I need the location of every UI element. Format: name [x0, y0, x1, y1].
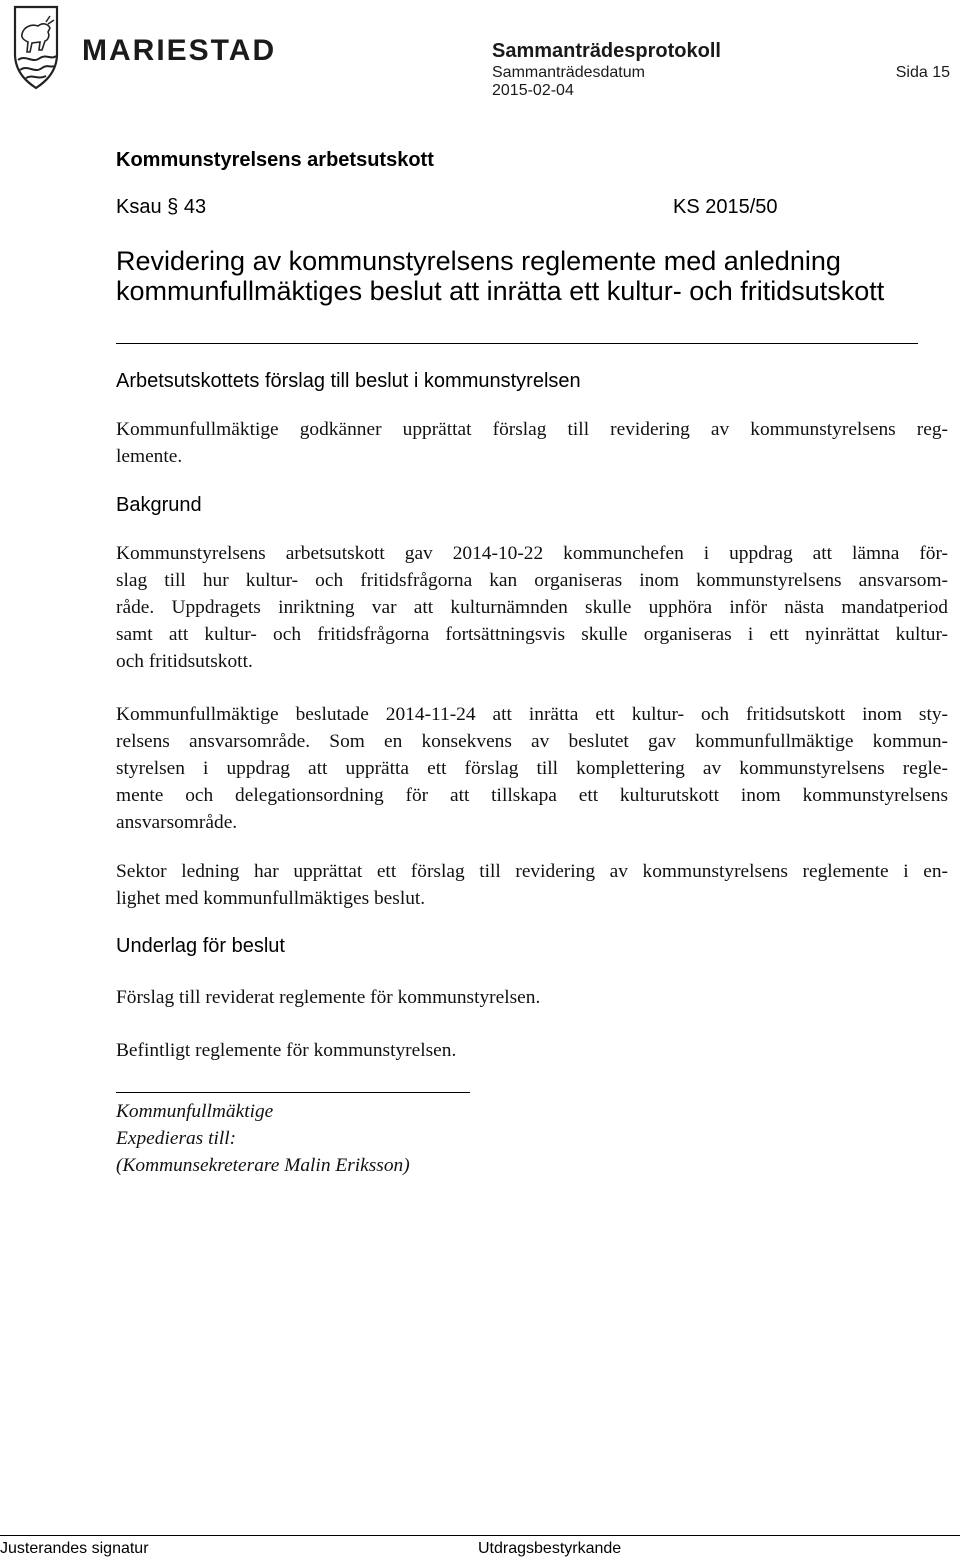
text-line: lighet med kommunfullmäktiges beslut. [116, 888, 426, 909]
basis-item-2 [116, 1037, 948, 1064]
document-title: Sammanträdesprotokoll [492, 40, 721, 62]
footer-certificate-label: Utdragsbestyrkande [478, 1540, 622, 1557]
text-line: styrelsen i uppdrag att upprätta ett förslag till komplettering av kommunstyrelsens regle- [116, 758, 948, 779]
distribution-recipient: Kommunfullmäktige [116, 1101, 274, 1122]
footer-signature-label: Justerandes signatur [0, 1540, 149, 1557]
text-line: slag till hur kultur- och fritidsfrågorna kan organiseras inom kommunstyrelsens ansvarsom- [116, 570, 948, 591]
text-line: råde. Uppdragets inriktning var att kulturnämnden skulle upphöra inför nästa mandatperiod [116, 597, 948, 618]
background-paragraph-3 [116, 858, 948, 912]
distribution-label: Expedieras till: [116, 1128, 237, 1149]
case-title-line: kommunfullmäktiges beslut att inrätta ett kultur- och fritidsutskott [116, 276, 885, 306]
text-line: lemente. [116, 446, 183, 467]
text-line: Befintligt reglemente för kommunstyrelsen. [116, 1040, 457, 1061]
brand-name: MARIESTAD [82, 34, 277, 67]
paragraph-number: Ksau § 43 [116, 196, 207, 218]
text-line: relsens ansvarsområde. Som en konsekvens av beslutet gav kommunfullmäktige kommun- [116, 731, 948, 752]
distribution-list [116, 1098, 410, 1179]
text-line: ansvarsområde. [116, 812, 238, 833]
distribution-recipient: (Kommunsekreterare Malin Eriksson) [116, 1155, 410, 1176]
proposal-text [116, 416, 948, 470]
meeting-date-label: Sammanträdesdatum [492, 64, 645, 81]
text-line: Sektor ledning har upprättat ett förslag till revidering av kommunstyrelsens reglemente i en- [116, 861, 948, 882]
text-line: samt att kultur- och fritidsfrågorna fortsättningsvis skulle organiseras i ett nyinrättat kultur- [116, 624, 948, 645]
background-paragraph-2 [116, 701, 948, 836]
case-number: KS 2015/50 [673, 196, 778, 218]
text-line: Förslag till reviderat reglemente för kommunstyrelsen. [116, 987, 541, 1008]
background-heading: Bakgrund [116, 494, 202, 516]
background-paragraph-1 [116, 540, 948, 675]
committee-name: Kommunstyrelsens arbetsutskott [116, 149, 434, 171]
text-line: Kommunfullmäktige godkänner upprättat förslag till revidering av kommunstyrelsens reg- [116, 419, 948, 440]
proposal-heading: Arbetsutskottets förslag till beslut i kommunstyrelsen [116, 370, 581, 392]
basis-item-1 [116, 984, 948, 1011]
case-title-line: Revidering av kommunstyrelsens reglemente med anledning [116, 246, 841, 276]
mariestad-coat-of-arms-logo [12, 4, 60, 90]
basis-heading: Underlag för beslut [116, 935, 285, 957]
page-number: Sida 15 [895, 64, 950, 81]
case-title [116, 246, 936, 306]
text-line: mente och delegationsordning för att tillskapa ett kulturutskott inom kommunstyrelsens [116, 785, 948, 806]
text-line: Kommunfullmäktige beslutade 2014-11-24 att inrätta ett kultur- och fritidsutskott inom sty- [116, 704, 948, 725]
footer-divider [0, 1535, 960, 1536]
text-line: Kommunstyrelsens arbetsutskott gav 2014-10-22 kommunchefen i uppdrag att lämna för- [116, 543, 948, 564]
distribution-divider [116, 1092, 470, 1093]
meeting-date-value: 2015-02-04 [492, 82, 574, 99]
text-line: och fritidsutskott. [116, 651, 253, 672]
title-divider [116, 343, 918, 344]
